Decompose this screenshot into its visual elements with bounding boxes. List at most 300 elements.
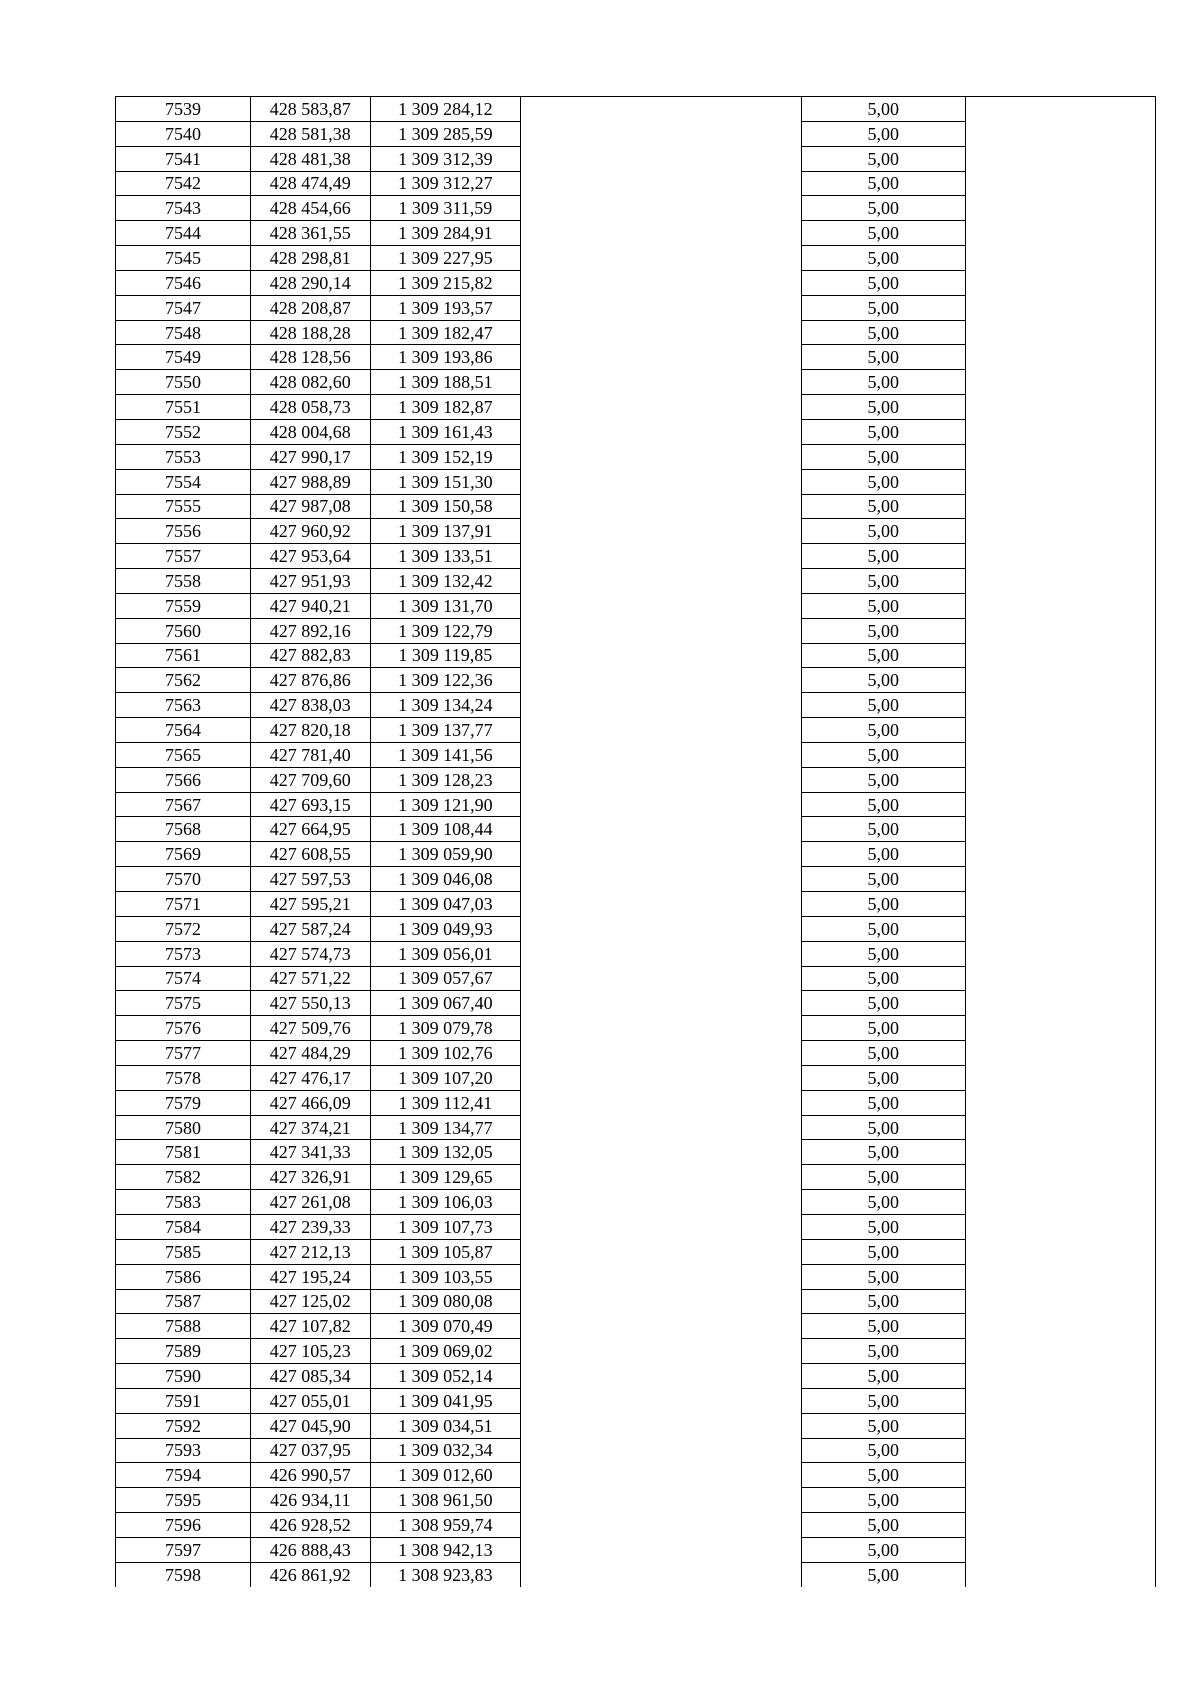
y-coordinate-cell: 1 309 032,34 (370, 1438, 521, 1463)
table-row (116, 419, 1156, 444)
y-coordinate-cell: 1 309 103,55 (370, 1264, 521, 1289)
x-coordinate-cell: 428 290,14 (251, 270, 370, 295)
remarks-cell (965, 842, 1155, 867)
value-cell: 5,00 (801, 966, 965, 991)
point-number-cell: 7550 (116, 370, 251, 395)
value-cell: 5,00 (801, 593, 965, 618)
remarks-cell (965, 1463, 1155, 1488)
point-number-cell: 7577 (116, 1041, 251, 1066)
remarks-cell (965, 1214, 1155, 1239)
empty-cell (521, 1264, 802, 1289)
y-coordinate-cell: 1 309 215,82 (370, 270, 521, 295)
value-cell: 5,00 (801, 941, 965, 966)
y-coordinate-cell: 1 309 056,01 (370, 941, 521, 966)
point-number-cell: 7593 (116, 1438, 251, 1463)
value-cell: 5,00 (801, 444, 965, 469)
point-number-cell: 7545 (116, 246, 251, 271)
x-coordinate-cell: 428 481,38 (251, 146, 370, 171)
remarks-cell (965, 320, 1155, 345)
point-number-cell: 7576 (116, 1016, 251, 1041)
point-number-cell: 7557 (116, 544, 251, 569)
remarks-cell (965, 544, 1155, 569)
x-coordinate-cell: 427 820,18 (251, 718, 370, 743)
y-coordinate-cell: 1 309 122,36 (370, 668, 521, 693)
empty-cell (521, 668, 802, 693)
table-row (116, 916, 1156, 941)
x-coordinate-cell: 427 055,01 (251, 1388, 370, 1413)
y-coordinate-cell: 1 309 041,95 (370, 1388, 521, 1413)
empty-cell (521, 1388, 802, 1413)
y-coordinate-cell: 1 309 161,43 (370, 419, 521, 444)
table-row (116, 1090, 1156, 1115)
point-number-cell: 7582 (116, 1165, 251, 1190)
value-cell: 5,00 (801, 867, 965, 892)
table-row (116, 121, 1156, 146)
x-coordinate-cell: 426 990,57 (251, 1463, 370, 1488)
empty-cell (521, 867, 802, 892)
remarks-cell (965, 519, 1155, 544)
value-cell: 5,00 (801, 643, 965, 668)
remarks-cell (965, 643, 1155, 668)
y-coordinate-cell: 1 308 942,13 (370, 1537, 521, 1562)
remarks-cell (965, 97, 1155, 122)
empty-cell (521, 1438, 802, 1463)
x-coordinate-cell: 427 212,13 (251, 1239, 370, 1264)
value-cell: 5,00 (801, 1190, 965, 1215)
y-coordinate-cell: 1 309 151,30 (370, 469, 521, 494)
point-number-cell: 7572 (116, 916, 251, 941)
value-cell: 5,00 (801, 469, 965, 494)
point-number-cell: 7590 (116, 1364, 251, 1389)
y-coordinate-cell: 1 309 080,08 (370, 1289, 521, 1314)
y-coordinate-cell: 1 309 182,87 (370, 395, 521, 420)
x-coordinate-cell: 427 374,21 (251, 1115, 370, 1140)
remarks-cell (965, 1339, 1155, 1364)
empty-cell (521, 767, 802, 792)
point-number-cell: 7552 (116, 419, 251, 444)
table-row (116, 345, 1156, 370)
document-page (115, 96, 1156, 1587)
x-coordinate-cell: 426 888,43 (251, 1537, 370, 1562)
y-coordinate-cell: 1 309 312,27 (370, 171, 521, 196)
x-coordinate-cell: 426 861,92 (251, 1562, 370, 1586)
empty-cell (521, 1463, 802, 1488)
empty-cell (521, 817, 802, 842)
remarks-cell (965, 494, 1155, 519)
x-coordinate-cell: 427 990,17 (251, 444, 370, 469)
table-row (116, 444, 1156, 469)
table-row (116, 1190, 1156, 1215)
value-cell: 5,00 (801, 1264, 965, 1289)
x-coordinate-cell: 428 298,81 (251, 246, 370, 271)
empty-cell (521, 842, 802, 867)
y-coordinate-cell: 1 309 133,51 (370, 544, 521, 569)
x-coordinate-cell: 427 484,29 (251, 1041, 370, 1066)
value-cell: 5,00 (801, 494, 965, 519)
value-cell: 5,00 (801, 1413, 965, 1438)
y-coordinate-cell: 1 309 284,91 (370, 221, 521, 246)
table-row (116, 1016, 1156, 1041)
remarks-cell (965, 718, 1155, 743)
table-row (116, 1562, 1156, 1586)
y-coordinate-cell: 1 308 959,74 (370, 1513, 521, 1538)
x-coordinate-cell: 427 107,82 (251, 1314, 370, 1339)
empty-cell (521, 345, 802, 370)
value-cell: 5,00 (801, 1364, 965, 1389)
x-coordinate-cell: 428 454,66 (251, 196, 370, 221)
y-coordinate-cell: 1 309 107,20 (370, 1065, 521, 1090)
x-coordinate-cell: 427 597,53 (251, 867, 370, 892)
remarks-cell (965, 941, 1155, 966)
x-coordinate-cell: 427 326,91 (251, 1165, 370, 1190)
x-coordinate-cell: 427 987,08 (251, 494, 370, 519)
table-row (116, 1413, 1156, 1438)
remarks-cell (965, 1488, 1155, 1513)
remarks-cell (965, 892, 1155, 917)
y-coordinate-cell: 1 309 284,12 (370, 97, 521, 122)
y-coordinate-cell: 1 309 141,56 (370, 742, 521, 767)
value-cell: 5,00 (801, 370, 965, 395)
empty-cell (521, 1016, 802, 1041)
point-number-cell: 7556 (116, 519, 251, 544)
point-number-cell: 7597 (116, 1537, 251, 1562)
point-number-cell: 7592 (116, 1413, 251, 1438)
y-coordinate-cell: 1 309 034,51 (370, 1413, 521, 1438)
empty-cell (521, 742, 802, 767)
y-coordinate-cell: 1 309 122,79 (370, 618, 521, 643)
remarks-cell (965, 469, 1155, 494)
point-number-cell: 7581 (116, 1140, 251, 1165)
value-cell: 5,00 (801, 742, 965, 767)
remarks-cell (965, 916, 1155, 941)
x-coordinate-cell: 427 550,13 (251, 991, 370, 1016)
table-row (116, 966, 1156, 991)
table-row (116, 767, 1156, 792)
value-cell: 5,00 (801, 1388, 965, 1413)
value-cell: 5,00 (801, 892, 965, 917)
empty-cell (521, 1041, 802, 1066)
point-number-cell: 7579 (116, 1090, 251, 1115)
point-number-cell: 7570 (116, 867, 251, 892)
empty-cell (521, 1115, 802, 1140)
remarks-cell (965, 1190, 1155, 1215)
table-row (116, 171, 1156, 196)
point-number-cell: 7558 (116, 569, 251, 594)
empty-cell (521, 395, 802, 420)
empty-cell (521, 146, 802, 171)
value-cell: 5,00 (801, 817, 965, 842)
y-coordinate-cell: 1 309 134,24 (370, 693, 521, 718)
empty-cell (521, 1090, 802, 1115)
y-coordinate-cell: 1 309 134,77 (370, 1115, 521, 1140)
x-coordinate-cell: 428 581,38 (251, 121, 370, 146)
remarks-cell (965, 295, 1155, 320)
x-coordinate-cell: 426 934,11 (251, 1488, 370, 1513)
point-number-cell: 7588 (116, 1314, 251, 1339)
empty-cell (521, 1364, 802, 1389)
value-cell: 5,00 (801, 1165, 965, 1190)
remarks-cell (965, 593, 1155, 618)
x-coordinate-cell: 427 709,60 (251, 767, 370, 792)
remarks-cell (965, 1289, 1155, 1314)
point-number-cell: 7567 (116, 792, 251, 817)
value-cell: 5,00 (801, 569, 965, 594)
value-cell: 5,00 (801, 146, 965, 171)
point-number-cell: 7559 (116, 593, 251, 618)
empty-cell (521, 121, 802, 146)
x-coordinate-cell: 427 239,33 (251, 1214, 370, 1239)
point-number-cell: 7595 (116, 1488, 251, 1513)
empty-cell (521, 544, 802, 569)
y-coordinate-cell: 1 309 106,03 (370, 1190, 521, 1215)
value-cell: 5,00 (801, 668, 965, 693)
empty-cell (521, 444, 802, 469)
y-coordinate-cell: 1 309 128,23 (370, 767, 521, 792)
y-coordinate-cell: 1 309 311,59 (370, 196, 521, 221)
y-coordinate-cell: 1 309 121,90 (370, 792, 521, 817)
point-number-cell: 7596 (116, 1513, 251, 1538)
point-number-cell: 7594 (116, 1463, 251, 1488)
y-coordinate-cell: 1 309 107,73 (370, 1214, 521, 1239)
value-cell: 5,00 (801, 618, 965, 643)
table-row (116, 668, 1156, 693)
y-coordinate-cell: 1 309 070,49 (370, 1314, 521, 1339)
empty-cell (521, 1190, 802, 1215)
table-row (116, 817, 1156, 842)
empty-cell (521, 295, 802, 320)
point-number-cell: 7580 (116, 1115, 251, 1140)
point-number-cell: 7563 (116, 693, 251, 718)
x-coordinate-cell: 427 105,23 (251, 1339, 370, 1364)
value-cell: 5,00 (801, 221, 965, 246)
point-number-cell: 7571 (116, 892, 251, 917)
x-coordinate-cell: 427 574,73 (251, 941, 370, 966)
value-cell: 5,00 (801, 519, 965, 544)
table-body (116, 97, 1156, 1587)
point-number-cell: 7540 (116, 121, 251, 146)
x-coordinate-cell: 427 476,17 (251, 1065, 370, 1090)
point-number-cell: 7568 (116, 817, 251, 842)
point-number-cell: 7549 (116, 345, 251, 370)
table-row (116, 246, 1156, 271)
x-coordinate-cell: 427 892,16 (251, 618, 370, 643)
table-row (116, 1438, 1156, 1463)
remarks-cell (965, 146, 1155, 171)
empty-cell (521, 892, 802, 917)
empty-cell (521, 618, 802, 643)
table-row (116, 519, 1156, 544)
value-cell: 5,00 (801, 1239, 965, 1264)
x-coordinate-cell: 427 045,90 (251, 1413, 370, 1438)
y-coordinate-cell: 1 309 049,93 (370, 916, 521, 941)
point-number-cell: 7565 (116, 742, 251, 767)
y-coordinate-cell: 1 309 193,57 (370, 295, 521, 320)
value-cell: 5,00 (801, 295, 965, 320)
remarks-cell (965, 618, 1155, 643)
value-cell: 5,00 (801, 196, 965, 221)
value-cell: 5,00 (801, 1065, 965, 1090)
table-row (116, 1239, 1156, 1264)
table-row (116, 718, 1156, 743)
empty-cell (521, 469, 802, 494)
empty-cell (521, 1289, 802, 1314)
point-number-cell: 7586 (116, 1264, 251, 1289)
y-coordinate-cell: 1 309 193,86 (370, 345, 521, 370)
remarks-cell (965, 221, 1155, 246)
table-row (116, 221, 1156, 246)
table-row (116, 593, 1156, 618)
value-cell: 5,00 (801, 1016, 965, 1041)
x-coordinate-cell: 427 587,24 (251, 916, 370, 941)
table-row (116, 1115, 1156, 1140)
table-row (116, 569, 1156, 594)
table-row (116, 1339, 1156, 1364)
empty-cell (521, 991, 802, 1016)
value-cell: 5,00 (801, 1041, 965, 1066)
remarks-cell (965, 1438, 1155, 1463)
empty-cell (521, 419, 802, 444)
table-row (116, 892, 1156, 917)
x-coordinate-cell: 428 004,68 (251, 419, 370, 444)
remarks-cell (965, 1413, 1155, 1438)
point-number-cell: 7566 (116, 767, 251, 792)
empty-cell (521, 718, 802, 743)
value-cell: 5,00 (801, 395, 965, 420)
value-cell: 5,00 (801, 916, 965, 941)
x-coordinate-cell: 427 882,83 (251, 643, 370, 668)
point-number-cell: 7544 (116, 221, 251, 246)
table-row (116, 693, 1156, 718)
table-row (116, 618, 1156, 643)
table-row (116, 469, 1156, 494)
remarks-cell (965, 171, 1155, 196)
empty-cell (521, 1314, 802, 1339)
empty-cell (521, 370, 802, 395)
y-coordinate-cell: 1 309 047,03 (370, 892, 521, 917)
x-coordinate-cell: 427 085,34 (251, 1364, 370, 1389)
y-coordinate-cell: 1 309 057,67 (370, 966, 521, 991)
y-coordinate-cell: 1 309 132,05 (370, 1140, 521, 1165)
y-coordinate-cell: 1 309 046,08 (370, 867, 521, 892)
remarks-cell (965, 1537, 1155, 1562)
empty-cell (521, 97, 802, 122)
y-coordinate-cell: 1 308 923,83 (370, 1562, 521, 1586)
value-cell: 5,00 (801, 246, 965, 271)
empty-cell (521, 792, 802, 817)
x-coordinate-cell: 427 951,93 (251, 569, 370, 594)
value-cell: 5,00 (801, 1289, 965, 1314)
x-coordinate-cell: 428 361,55 (251, 221, 370, 246)
y-coordinate-cell: 1 309 059,90 (370, 842, 521, 867)
y-coordinate-cell: 1 309 105,87 (370, 1239, 521, 1264)
empty-cell (521, 643, 802, 668)
y-coordinate-cell: 1 309 012,60 (370, 1463, 521, 1488)
x-coordinate-cell: 427 953,64 (251, 544, 370, 569)
value-cell: 5,00 (801, 121, 965, 146)
value-cell: 5,00 (801, 792, 965, 817)
point-number-cell: 7555 (116, 494, 251, 519)
point-number-cell: 7575 (116, 991, 251, 1016)
y-coordinate-cell: 1 309 112,41 (370, 1090, 521, 1115)
table-row (116, 1513, 1156, 1538)
y-coordinate-cell: 1 309 137,91 (370, 519, 521, 544)
remarks-cell (965, 991, 1155, 1016)
table-row (116, 867, 1156, 892)
point-number-cell: 7543 (116, 196, 251, 221)
y-coordinate-cell: 1 309 052,14 (370, 1364, 521, 1389)
empty-cell (521, 519, 802, 544)
y-coordinate-cell: 1 309 102,76 (370, 1041, 521, 1066)
value-cell: 5,00 (801, 1314, 965, 1339)
remarks-cell (965, 270, 1155, 295)
empty-cell (521, 966, 802, 991)
value-cell: 5,00 (801, 1513, 965, 1538)
table-row (116, 1388, 1156, 1413)
remarks-cell (965, 246, 1155, 271)
x-coordinate-cell: 427 341,33 (251, 1140, 370, 1165)
empty-cell (521, 171, 802, 196)
remarks-cell (965, 1513, 1155, 1538)
point-number-cell: 7598 (116, 1562, 251, 1586)
table-row (116, 1165, 1156, 1190)
point-number-cell: 7573 (116, 941, 251, 966)
table-row (116, 1289, 1156, 1314)
y-coordinate-cell: 1 309 067,40 (370, 991, 521, 1016)
value-cell: 5,00 (801, 718, 965, 743)
x-coordinate-cell: 427 960,92 (251, 519, 370, 544)
empty-cell (521, 941, 802, 966)
value-cell: 5,00 (801, 1140, 965, 1165)
table-row (116, 1214, 1156, 1239)
empty-cell (521, 569, 802, 594)
x-coordinate-cell: 427 125,02 (251, 1289, 370, 1314)
point-number-cell: 7564 (116, 718, 251, 743)
remarks-cell (965, 742, 1155, 767)
remarks-cell (965, 867, 1155, 892)
value-cell: 5,00 (801, 1562, 965, 1586)
point-number-cell: 7578 (116, 1065, 251, 1090)
empty-cell (521, 1413, 802, 1438)
point-number-cell: 7587 (116, 1289, 251, 1314)
x-coordinate-cell: 427 608,55 (251, 842, 370, 867)
remarks-cell (965, 693, 1155, 718)
y-coordinate-cell: 1 309 188,51 (370, 370, 521, 395)
empty-cell (521, 693, 802, 718)
y-coordinate-cell: 1 309 285,59 (370, 121, 521, 146)
x-coordinate-cell: 427 509,76 (251, 1016, 370, 1041)
remarks-cell (965, 444, 1155, 469)
value-cell: 5,00 (801, 1438, 965, 1463)
point-number-cell: 7561 (116, 643, 251, 668)
point-number-cell: 7541 (116, 146, 251, 171)
remarks-cell (965, 370, 1155, 395)
point-number-cell: 7574 (116, 966, 251, 991)
table-row (116, 742, 1156, 767)
y-coordinate-cell: 1 309 119,85 (370, 643, 521, 668)
remarks-cell (965, 1165, 1155, 1190)
x-coordinate-cell: 427 571,22 (251, 966, 370, 991)
remarks-cell (965, 395, 1155, 420)
remarks-cell (965, 817, 1155, 842)
empty-cell (521, 1537, 802, 1562)
empty-cell (521, 221, 802, 246)
y-coordinate-cell: 1 309 227,95 (370, 246, 521, 271)
point-number-cell: 7548 (116, 320, 251, 345)
x-coordinate-cell: 428 082,60 (251, 370, 370, 395)
empty-cell (521, 246, 802, 271)
table-row (116, 320, 1156, 345)
table-row (116, 792, 1156, 817)
